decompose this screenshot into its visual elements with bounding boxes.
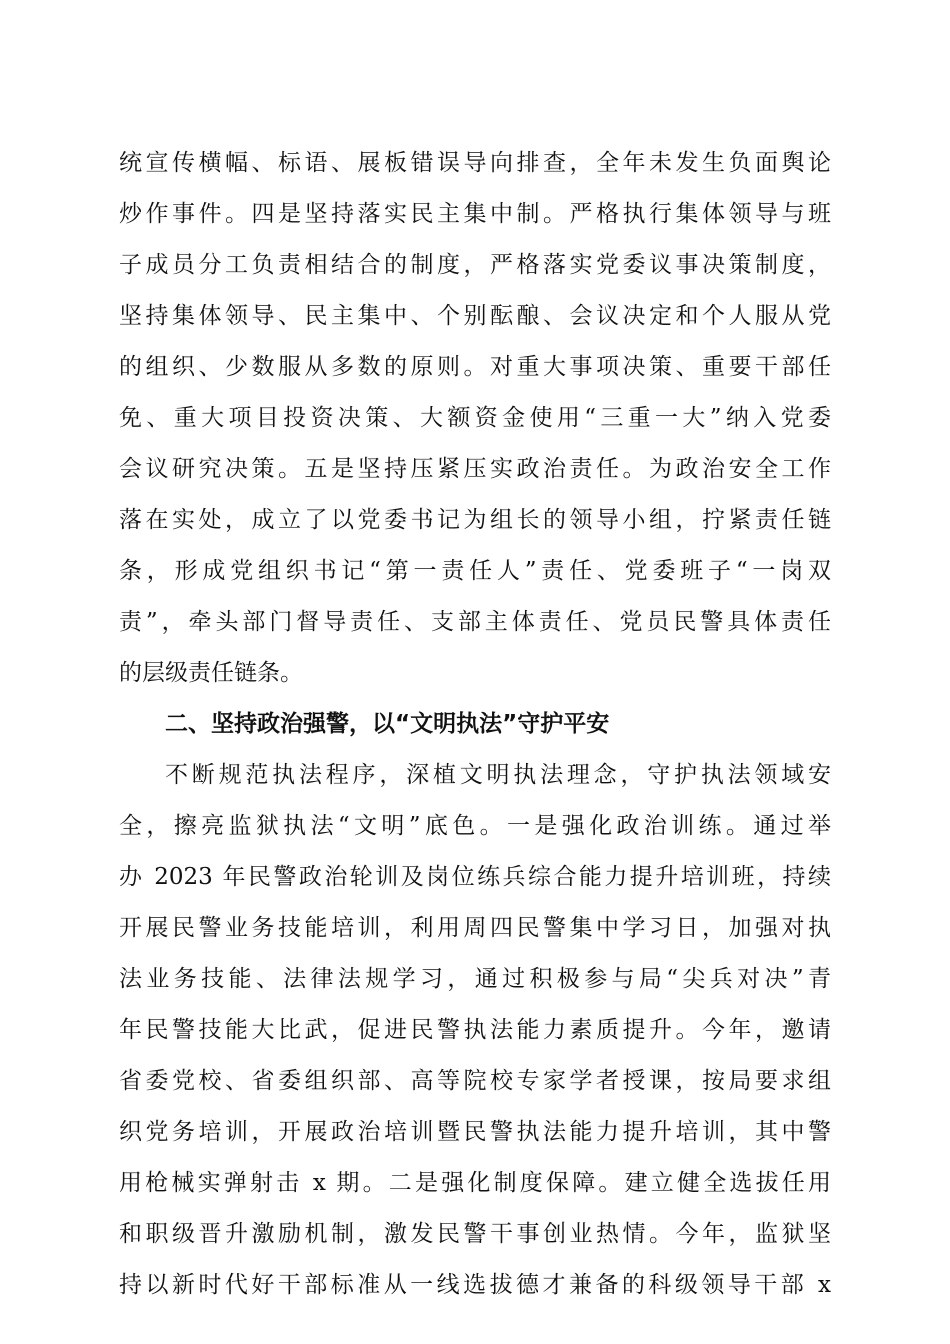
text-line: 全，擦亮监狱执法“文明”底色。一是强化政治训练。通过举 [119,813,831,839]
text-line: 子成员分工负责相结合的制度，严格落实党委议事决策制度， [119,252,831,278]
text-line: 不断规范执法程序，深植文明执法理念，守护执法领域安 [165,762,831,788]
paragraph-civilized-law-enforcement [119,750,831,1311]
text-line: 坚持集体领导、民主集中、个别酝酿、会议决定和个人服从党 [119,303,831,329]
text-line: 免、重大项目投资决策、大额资金使用“三重一大”纳入党委 [119,405,831,431]
text-line: 统宣传横幅、标语、展板错误导向排查，全年未发生负面舆论 [119,150,831,176]
document-page [119,138,831,1311]
text-line: 年民警技能大比武，促进民警执法能力素质提升。今年，邀请 [119,1017,831,1043]
text-line: 炒作事件。四是坚持落实民主集中制。严格执行集体领导与班 [119,201,831,227]
text-line: 和职级晋升激励机制，激发民警干事创业热情。今年，监狱坚 [119,1221,831,1247]
text-line: 持以新时代好干部标准从一线选拔德才兼备的科级领导干部 x [119,1272,831,1298]
text-line: 开展民警业务技能培训，利用周四民警集中学习日，加强对执 [119,915,831,941]
text-line: 办 2023 年民警政治轮训及岗位练兵综合能力提升培训班，持续 [119,864,831,890]
text-line: 省委党校、省委组织部、高等院校专家学者授课，按局要求组 [119,1068,831,1094]
text-line: 会议研究决策。五是坚持压紧压实政治责任。为政治安全工作 [119,456,831,482]
text-line: 落在实处，成立了以党委书记为组长的领导小组，拧紧责任链 [119,507,831,533]
text-line: 的组织、少数服从多数的原则。对重大事项决策、重要干部任 [119,354,831,380]
text-line: 法业务技能、法律法规学习，通过积极参与局“尖兵对决”青 [119,966,831,992]
text-line: 的层级责任链条。 [119,660,303,686]
text-line: 条，形成党组织书记“第一责任人”责任、党委班子“一岗双 [119,558,831,584]
section-heading: 二、坚持政治强警，以“文明执法”守护平安 [165,711,610,737]
text-line: 责”，牵头部门督导责任、支部主体责任、党员民警具体责任 [119,609,831,635]
text-line: 用枪械实弹射击 x 期。二是强化制度保障。建立健全选拔任用 [119,1170,831,1196]
text-line: 织党务培训，开展政治培训暨民警执法能力提升培训，其中警 [119,1119,831,1145]
paragraph-political-responsibility [119,138,831,699]
